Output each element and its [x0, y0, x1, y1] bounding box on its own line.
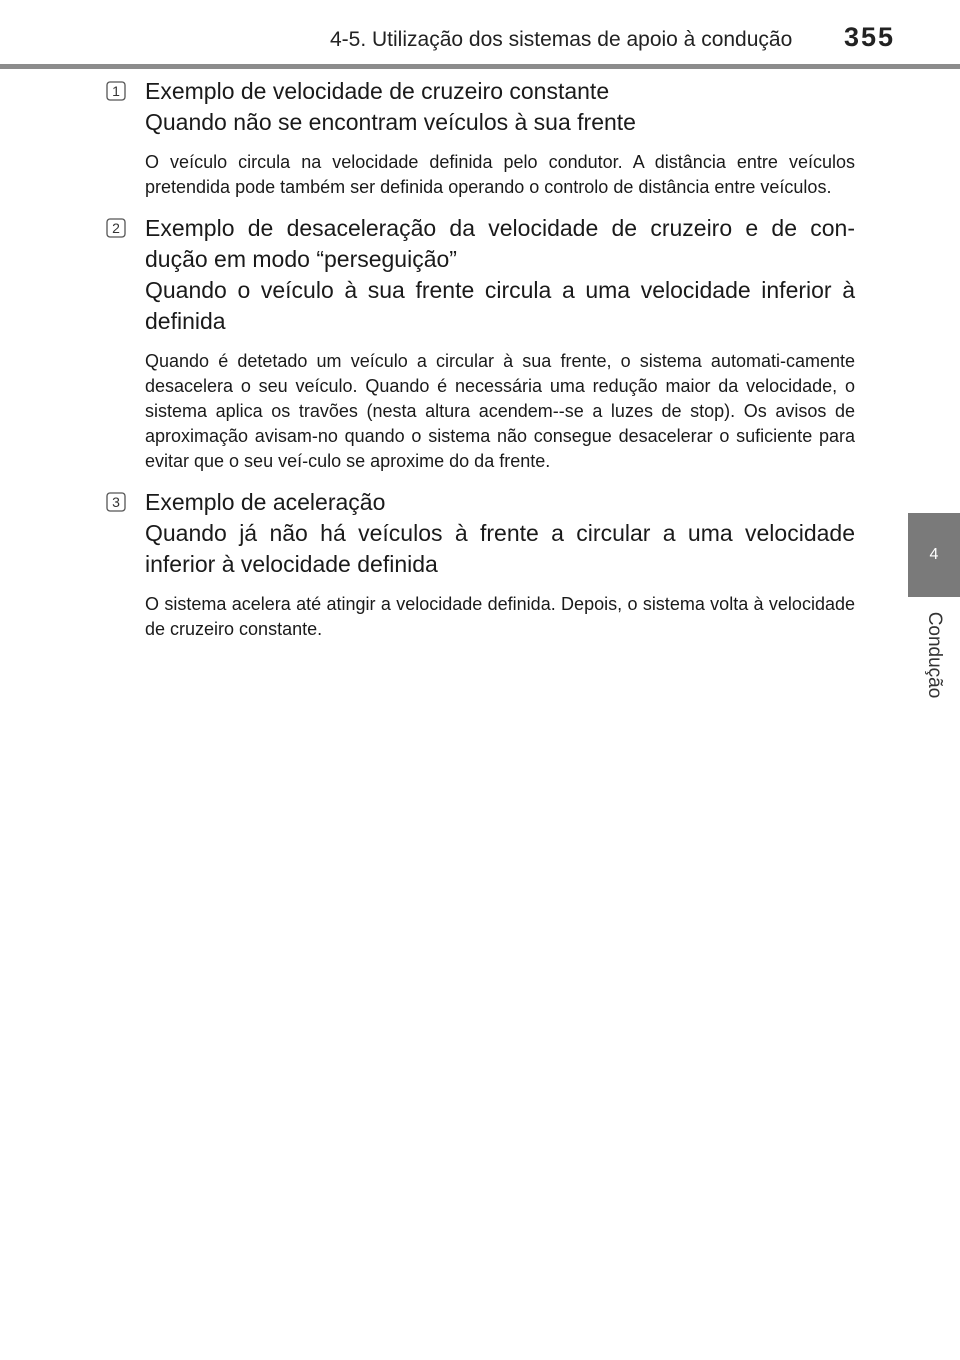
section-2: [112, 213, 855, 474]
page-number: 355: [844, 22, 896, 52]
section-title: 4-5. Utilização dos sistemas de apoio à condução: [330, 28, 793, 51]
section-body: O veículo circula na velocidade definida pelo condutor. A distância entre veículos pretendida pode também ser definida operando o controlo de distância entre veículos.: [145, 152, 855, 197]
section-subheading: Quando não se encontram veículos à sua frente: [145, 109, 636, 135]
section-subheading: Quando o veículo à sua frente circula a uma velocidade inferior à definida: [145, 277, 855, 334]
chapter-label: Condução: [924, 611, 945, 699]
section-heading: Exemplo de desaceleração da velocidade de cruzeiro e de con-dução em modo “perseguição”: [145, 215, 855, 272]
section-3: [112, 487, 855, 642]
section-heading: Exemplo de velocidade de cruzeiro constante: [145, 78, 610, 104]
page-content: [112, 76, 855, 655]
chapter-number: 4: [929, 546, 939, 563]
numbered-marker-icon: [106, 492, 126, 512]
section-heading: Exemplo de aceleração: [145, 489, 386, 515]
svg-text:1: 1: [112, 83, 120, 99]
section-1: [112, 76, 855, 200]
section-body: Quando é detetado um veículo a circular à sua frente, o sistema automati-camente desacelera o seu veículo. Quando é necessária uma redução maior da velocidade, o sistema aplica os travões (nesta altura acendem--se a luzes de stop). Os avisos de aproximação avisam-no quando o sistema não consegue desacelerar o suficiente para evitar que o seu veí-culo se aproxime do da frente.: [145, 351, 855, 471]
numbered-marker-icon: [106, 81, 126, 101]
chapter-tab: [908, 513, 960, 597]
section-subheading: Quando já não há veículos à frente a circular a uma velocidade inferior à velocidade definida: [145, 520, 855, 577]
header-divider: [0, 64, 960, 69]
numbered-marker-icon: [106, 218, 126, 238]
svg-text:3: 3: [112, 494, 120, 510]
svg-text:2: 2: [112, 220, 120, 236]
section-body: O sistema acelera até atingir a velocidade definida. Depois, o sistema volta à velocidade de cruzeiro constante.: [145, 594, 855, 639]
